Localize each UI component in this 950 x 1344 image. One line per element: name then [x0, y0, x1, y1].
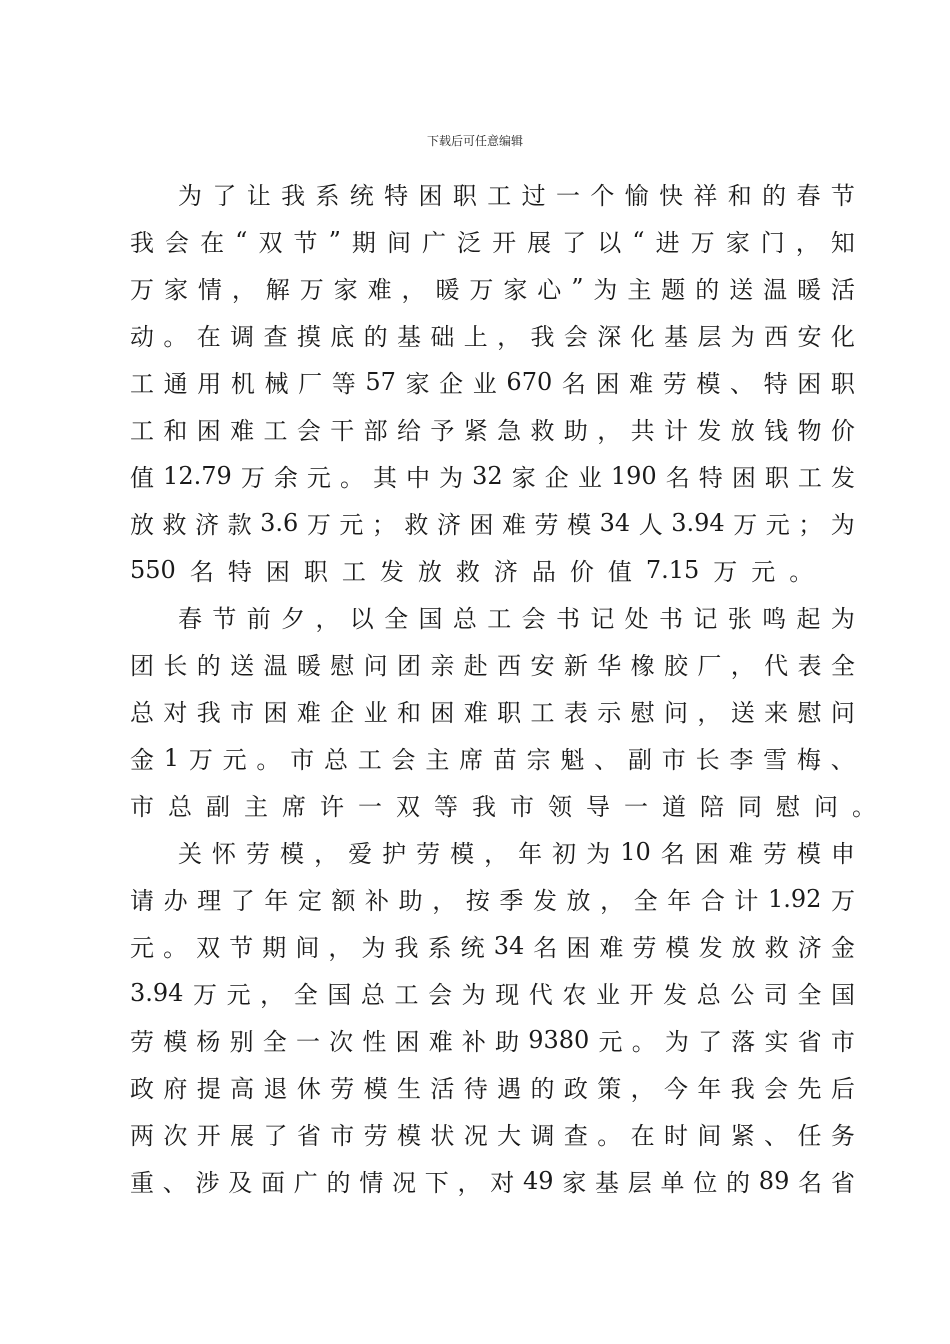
text-line: 金 1 万 元 。 市 总 工 会 主 席 苗 宗 魁 、 副 市 长 李 雪 梅 、: [130, 743, 855, 774]
paragraph: [130, 170, 855, 593]
text-line: 我 会 在 “ 双 节 ” 期 间 广 泛 开 展 了 以 “ 进 万 家 门 ， 知: [130, 226, 855, 257]
paragraph: [130, 593, 876, 828]
text-line: 工 通 用 机 械 厂 等 57 家 企 业 670 名 困 难 劳 模 、 特 困 职: [130, 367, 855, 398]
text-line: 请 办 理 了 年 定 额 补 助 ， 按 季 发 放 ， 全 年 合 计 1.92 万: [130, 884, 855, 915]
text-line: 万 家 情 ， 解 万 家 难 ， 暖 万 家 心 ” 为 主 题 的 送 温 暖 活: [130, 273, 855, 304]
text-line: 为 了 让 我 系 统 特 困 职 工 过 一 个 愉 快 祥 和 的 春 节: [178, 182, 855, 210]
text-line: 重 、 涉 及 面 广 的 情 况 下 ， 对 49 家 基 层 单 位 的 89 名 省: [130, 1166, 855, 1197]
text-line: 元 。 双 节 期 间 ， 为 我 系 统 34 名 困 难 劳 模 发 放 救 济 金: [130, 931, 855, 962]
document-body: [130, 170, 876, 1204]
text-line: 550 名 特 困 职 工 发 放 救 济 品 价 值 7.15 万 元 。: [130, 555, 814, 586]
text-line: 动 。 在 调 查 摸 底 的 基 础 上 ， 我 会 深 化 基 层 为 西 安 化: [130, 323, 855, 351]
text-line: 3.94 万 元 ， 全 国 总 工 会 为 现 代 农 业 开 发 总 公 司 全 国: [130, 978, 855, 1009]
header-note: 下载后可任意编辑: [426, 134, 523, 148]
text-line: 劳 模 杨 别 全 一 次 性 困 难 补 助 9380 元 。 为 了 落 实 省 市: [130, 1025, 855, 1056]
text-line: 市 总 副 主 席 许 一 双 等 我 市 领 导 一 道 陪 同 慰 问 。: [130, 793, 876, 821]
text-line: 总 对 我 市 困 难 企 业 和 困 难 职 工 表 示 慰 问 ， 送 来 慰 问: [130, 699, 855, 727]
text-line: 春 节 前 夕 ， 以 全 国 总 工 会 书 记 处 书 记 张 鸣 起 为: [178, 605, 855, 633]
text-line: 值 12.79 万 余 元 。 其 中 为 32 家 企 业 190 名 特 困 职 工 发: [130, 461, 855, 492]
text-line: 放 救 济 款 3.6 万 元 ； 救 济 困 难 劳 模 34 人 3.94 万 元 ； 为: [130, 508, 855, 539]
paragraph: [130, 828, 855, 1204]
text-line: 政 府 提 高 退 休 劳 模 生 活 待 遇 的 政 策 ， 今 年 我 会 先 后: [130, 1075, 855, 1103]
text-line: 两 次 开 展 了 省 市 劳 模 状 况 大 调 查 。 在 时 间 紧 、 任 务: [130, 1122, 855, 1150]
text-line: 工 和 困 难 工 会 干 部 给 予 紧 急 救 助 ， 共 计 发 放 钱 物 价: [130, 417, 855, 445]
text-line: 团 长 的 送 温 暖 慰 问 团 亲 赴 西 安 新 华 橡 胶 厂 ， 代 表 全: [130, 652, 855, 680]
text-line: 关 怀 劳 模 ， 爱 护 劳 模 ， 年 初 为 10 名 困 难 劳 模 申: [178, 837, 855, 868]
